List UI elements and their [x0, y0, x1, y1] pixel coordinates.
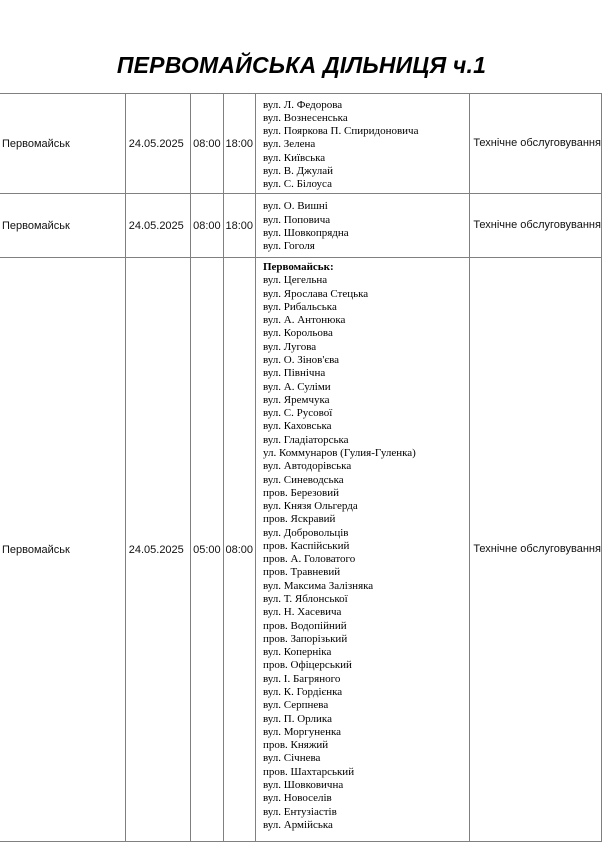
- street-item: вул. Вознесенська: [262, 111, 348, 124]
- table-row: [0, 94, 602, 194]
- date-cell: 24.05.2025: [125, 258, 190, 842]
- street-item: вул. Т. Яблонської: [262, 593, 348, 606]
- street-item: пров. Княжий: [262, 739, 329, 752]
- street-item: пров. Травневий: [262, 566, 341, 579]
- street-item: вул. Моргуненка: [262, 725, 342, 738]
- street-item: вул. С. Русової: [262, 407, 333, 420]
- outage-table: [0, 93, 602, 842]
- streets-cell: [255, 194, 469, 258]
- table-row: [0, 258, 602, 842]
- street-list: [263, 261, 469, 832]
- street-item: вул. Армійська: [262, 818, 333, 831]
- street-item: вул. Максима Залізняка: [262, 579, 374, 592]
- table-row: [0, 194, 602, 258]
- date-cell: 24.05.2025: [125, 94, 190, 194]
- street-item: пров. Шахтарський: [262, 765, 355, 778]
- street-item: пров. Запорізький: [262, 632, 348, 645]
- street-item: вул. Шовкопрядна: [262, 227, 349, 239]
- street-item: вул. О. Вишні: [262, 200, 328, 213]
- street-item: вул. Добровольців: [262, 526, 349, 539]
- streets-cell: [255, 258, 469, 842]
- street-item: вул. Поповича: [262, 213, 331, 226]
- street-list: [263, 200, 469, 253]
- settlement-cell: Первомайськ: [0, 94, 125, 194]
- street-item: вул. Зелена: [262, 138, 316, 151]
- start-time-cell: 05:00: [191, 258, 223, 842]
- settlement-cell: Первомайськ: [0, 258, 125, 842]
- street-item: вул. Гладіаторська: [262, 433, 349, 446]
- street-item: вул. Автодорівська: [262, 460, 352, 473]
- street-item: ул. Коммунаров (Гулия-Гуленка): [262, 446, 416, 459]
- street-item: вул. Січнева: [262, 752, 321, 765]
- street-item: вул. А. Антонюка: [262, 314, 346, 327]
- street-item: вул. Каховська: [262, 420, 332, 433]
- street-item: вул. В. Джулай: [262, 164, 333, 177]
- street-item: вул. Н. Хасевича: [262, 606, 342, 619]
- street-item: вул. Князя Ольгерда: [262, 500, 358, 513]
- street-item: вул. Київська: [262, 151, 326, 164]
- start-time-cell: 08:00: [191, 94, 223, 194]
- street-item: пров. Яскравий: [262, 513, 336, 526]
- street-item: вул. Рибальська: [262, 300, 337, 313]
- street-item: вул. Північна: [262, 367, 326, 380]
- street-item: вул. Яремчука: [262, 393, 330, 406]
- street-item: пров. А. Головатого: [262, 553, 356, 566]
- reason-cell: Технічне обслуговування: [470, 194, 602, 258]
- street-item: пров. Водопійний: [262, 619, 347, 632]
- street-item: вул. Пояркова П. Спиридоновича: [262, 125, 419, 138]
- street-list: [263, 99, 469, 192]
- street-item: вул. Корольова: [262, 327, 333, 340]
- street-item: вул. Шовковична: [262, 778, 344, 791]
- street-item: вул. Л. Федорова: [262, 98, 343, 111]
- street-item: вул. П. Орлика: [262, 712, 332, 725]
- street-item: вул. А. Суліми: [262, 380, 331, 393]
- start-time-cell: 08:00: [191, 194, 223, 258]
- street-item: вул. О. Зінов'єва: [262, 353, 340, 366]
- date-cell: 24.05.2025: [125, 194, 190, 258]
- street-item: вул. Синеводська: [262, 473, 344, 486]
- street-item: пров. Каспійський: [262, 539, 350, 552]
- street-item: вул. Ярослава Стецька: [262, 287, 369, 300]
- street-item: вул. Коперніка: [262, 646, 332, 659]
- street-item: вул. Серпнева: [262, 699, 329, 712]
- street-item: вул. Цегельна: [262, 274, 328, 287]
- street-item: вул. І. Багряного: [262, 672, 341, 685]
- street-item: вул. К. Гордієнка: [262, 686, 343, 698]
- settlement-heading: Первомайськ:: [262, 261, 334, 273]
- settlement-cell: Первомайськ: [0, 194, 125, 258]
- reason-cell: Технічне обслуговування: [470, 94, 602, 194]
- street-item: вул. Ентузіастів: [262, 805, 337, 818]
- streets-cell: [255, 94, 469, 194]
- end-time-cell: 18:00: [223, 194, 255, 258]
- street-item: вул. Гоголя: [262, 240, 315, 253]
- end-time-cell: 08:00: [223, 258, 255, 842]
- reason-cell: Технічне обслуговування: [470, 258, 602, 842]
- street-item: вул. С. Білоуса: [262, 178, 332, 191]
- street-item: вул. Новоселів: [262, 792, 332, 805]
- page-title: ПЕРВОМАЙСЬКА ДІЛЬНИЦЯ ч.1: [116, 52, 487, 78]
- end-time-cell: 18:00: [223, 94, 255, 194]
- street-item: пров. Березовий: [262, 486, 339, 499]
- street-item: пров. Офіцерський: [262, 659, 352, 672]
- street-item: вул. Лугова: [262, 340, 317, 353]
